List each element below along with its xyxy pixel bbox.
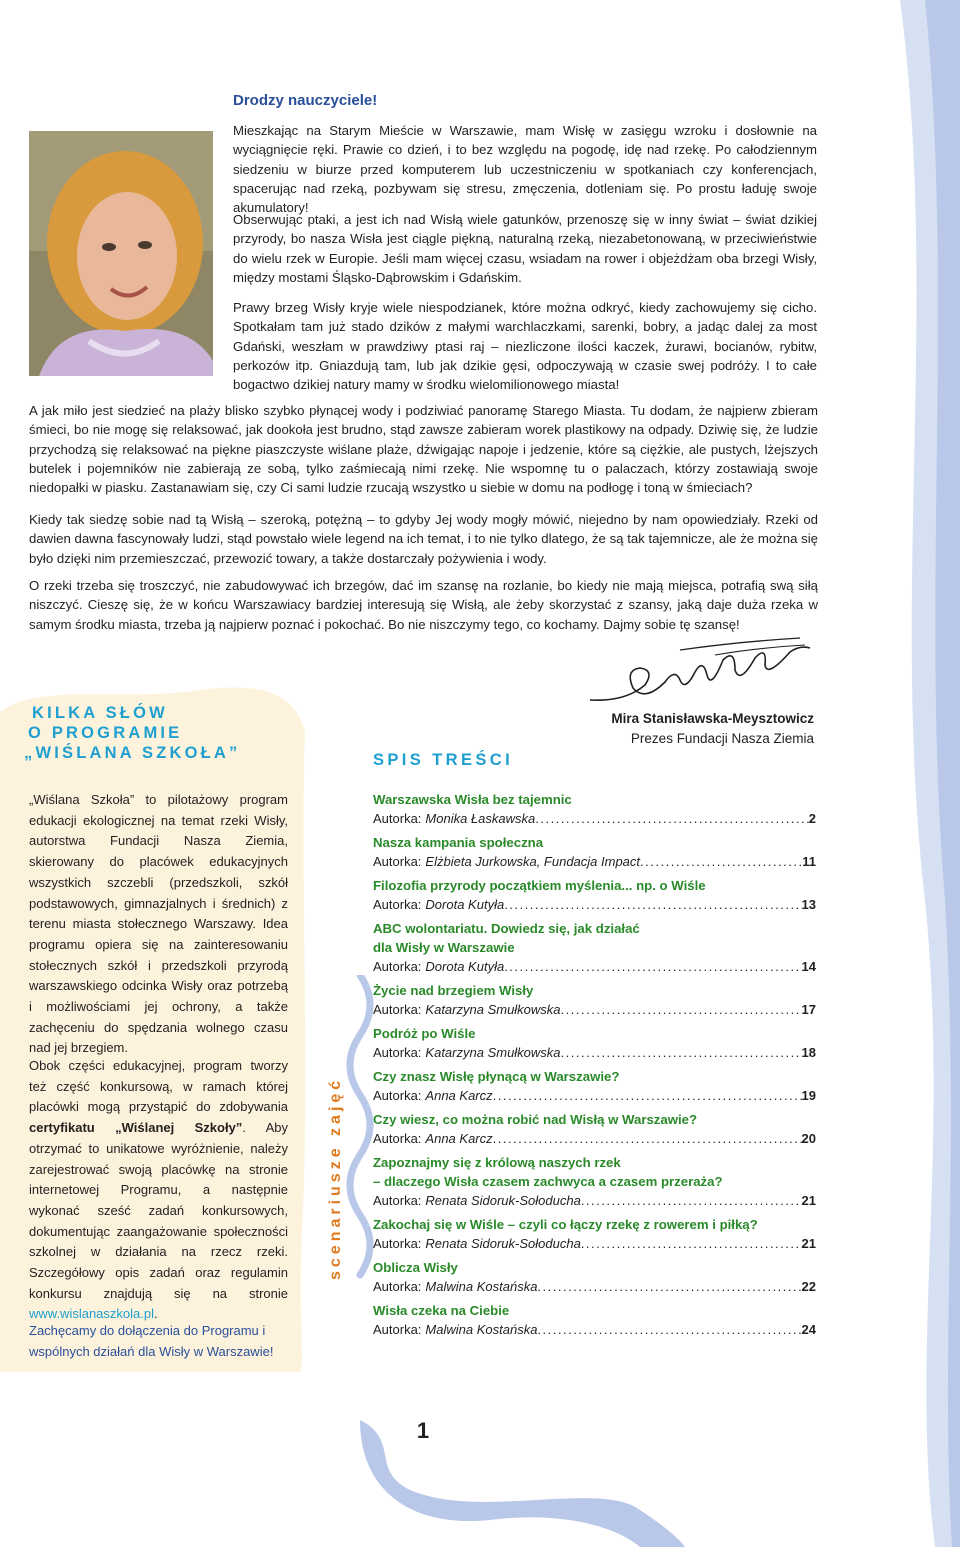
toc-author-name: Anna Karcz xyxy=(425,1088,493,1103)
program-competition-text xyxy=(29,1056,288,1325)
toc-author-name: Dorota Kutyła xyxy=(425,959,505,974)
toc-author-label xyxy=(373,1086,493,1105)
toc-entry-title: Życie nad brzegiem Wisły xyxy=(373,983,534,998)
toc-entry[interactable] xyxy=(373,1301,816,1339)
toc-entry[interactable] xyxy=(373,919,816,976)
toc-leader-dots xyxy=(581,1234,802,1253)
toc-entry-title: Podróż po Wiśle xyxy=(373,1026,476,1041)
toc-author-name: Dorota Kutyła xyxy=(425,897,505,912)
toc-page-number: 20 xyxy=(801,1131,816,1146)
toc-leader-dots xyxy=(493,1086,802,1105)
toc-entry-title: ABC wolontariatu. Dowiedz się, jak działać xyxy=(373,921,640,936)
toc-heading: SPIS TREŚCI xyxy=(373,751,514,769)
toc-page-number: 18 xyxy=(801,1045,816,1060)
toc-entry-author-line xyxy=(373,1086,816,1105)
toc-page-number: 22 xyxy=(801,1279,816,1294)
letter-paragraph-6: O rzeki trzeba się troszczyć, nie zabudowywać ich brzegów, dać im szansę na rozlanie, bo kiedy nie mają miejsca, potrafią swą siłą niszczyć. Cieszę się, że w końcu Warszawiacy bardziej interesują się Wisłą, ale żeby skorzystać z szansy, jaką daje duża rzeka w samym środku miasta, trzeba ją najpierw poznać i pokochać. Bo nie niszczymy tego, co kochamy. Dajmy sobie tę szansę! xyxy=(29,578,818,632)
toc-entry[interactable] xyxy=(373,1110,816,1148)
toc-author-prefix: Autorka: xyxy=(373,1088,422,1103)
toc-entry-title-continued: dla Wisły w Warszawie xyxy=(373,940,515,955)
toc-page-number: 24 xyxy=(801,1322,816,1337)
competition-text-start: Obok części edukacyjnej, program tworzy też część konkursową, w ramach której placówki mogą przystąpić do zdobywania xyxy=(29,1058,288,1115)
vertical-section-label xyxy=(312,1065,352,1285)
toc-entry[interactable] xyxy=(373,1024,816,1062)
toc-author-name: Elżbieta Jurkowska, Fundacja Impact xyxy=(425,854,641,869)
toc-author-label xyxy=(373,809,535,828)
toc-page-number: 19 xyxy=(801,1088,816,1103)
toc-author-name: Katarzyna Smułkowska xyxy=(425,1002,561,1017)
toc-page-number: 14 xyxy=(801,959,816,974)
toc-leader-dots xyxy=(504,957,801,976)
toc-author-name: Katarzyna Smułkowska xyxy=(425,1045,561,1060)
toc-page-number: 2 xyxy=(808,811,816,826)
toc-entry-author-line xyxy=(373,1234,816,1253)
toc-leader-dots xyxy=(537,1320,801,1339)
program-description: „Wiślana Szkoła” to pilotażowy program edukacji ekologicznej na temat rzeki Wisły, autorstwa Fundacji Nasza Ziemia, skierowany do placówek edukacyjnych wszystkich szczebli (przedszkoli, szkół podstawowych, gimnazjalnych i średnich) z terenu miasta stołecznego Warszawy. Idea programu opiera się na zainteresowaniu stołecznych szkół i przedszkoli przyrodą warszawskiego odcinka Wisły oraz potrzebą i możliwościami jej ochrony, a także zachęceniu do spędzania wolnego czasu nad jej brzegiem. xyxy=(29,792,288,1056)
toc-entry[interactable] xyxy=(373,1067,816,1105)
letter-paragraph-2: Obserwując ptaki, a jest ich nad Wisłą wiele gatunków, przenoszę się w inny świat – świat dzikiej przyrody, bo nasza Wisła jest ciągle piękną, naturalną rzeką, niezabetonowaną, w przeciwieństwie do wielu rzek w Europie. Jeśli mam więcej czasu, wsiadam na rower i objeżdżam oba brzegi Wisły, między mostami Śląsko-Dąbrowskim i Gdańskim. xyxy=(233,212,817,285)
toc-author-prefix: Autorka: xyxy=(373,1193,422,1208)
toc-entry[interactable] xyxy=(373,1215,816,1253)
author-photo xyxy=(29,131,213,376)
program-box-heading xyxy=(24,703,254,763)
program-heading-line-1: KILKA SŁÓW xyxy=(32,704,168,722)
toc-entry-author-line xyxy=(373,1000,816,1019)
toc-author-label xyxy=(373,1000,561,1019)
signature-name: Mira Stanisławska-Meysztowicz xyxy=(611,711,814,726)
competition-text-end: . xyxy=(154,1306,158,1322)
toc-entry-author-line xyxy=(373,1277,816,1296)
toc-author-label xyxy=(373,1320,537,1339)
toc-leader-dots xyxy=(537,1277,801,1296)
toc-page-number: 11 xyxy=(802,854,816,869)
toc-leader-dots xyxy=(561,1043,802,1062)
toc-entry-title: Wisła czeka na Ciebie xyxy=(373,1303,510,1318)
page-number: 1 xyxy=(416,1418,430,1443)
toc-entry[interactable] xyxy=(373,833,816,871)
toc-leader-dots xyxy=(504,895,801,914)
program-invitation: Zachęcamy do dołączenia do Programu i wspólnych działań dla Wisły w Warszawie! xyxy=(29,1323,274,1359)
competition-text-middle: . Aby otrzymać to unikatowe wyróżnienie, należy zarejestrować swoją placówkę na stronie internetowej Programu, a następnie wykonać sześć zadań konkursowych, dokumentując zaangażowanie społeczności szkolnej w działania na rzecz rzeki. Szczegółowy opis zadań oraz regulamin konkursu znajdują się na stronie xyxy=(29,1120,288,1301)
toc-entry[interactable] xyxy=(373,1153,816,1210)
toc-author-prefix: Autorka: xyxy=(373,1002,422,1017)
toc-entry[interactable] xyxy=(373,790,816,828)
river-decoration-right xyxy=(880,0,960,1547)
toc-author-name: Renata Sidoruk-Sołoducha xyxy=(425,1236,581,1251)
vertical-label-text: scenariusze zajęć xyxy=(327,1076,344,1280)
toc-entry-title: Warszawska Wisła bez tajemnic xyxy=(373,792,572,807)
toc-author-prefix: Autorka: xyxy=(373,854,422,869)
toc-entry-title: Zapoznajmy się z królową naszych rzek xyxy=(373,1155,621,1170)
certificate-name: certyfikatu „Wiślanej Szkoły” xyxy=(29,1120,243,1136)
toc-entry-title: Czy znasz Wisłę płynącą w Warszawie? xyxy=(373,1069,620,1084)
toc-author-prefix: Autorka: xyxy=(373,1045,422,1060)
signature-role: Prezes Fundacji Nasza Ziemia xyxy=(630,731,814,746)
toc-author-label xyxy=(373,1129,493,1148)
letter-paragraph-3: Prawy brzeg Wisły kryje wiele niespodzianek, które można odkryć, kiedy zachowujemy się cicho. Spotkałam tam już stado dzików z małymi warchlaczkami, sarenki, bobry, a jadąc dalej za most Gdański, weszłam w prawdziwy ptasi raj – niezliczone ilości kaczek, żurawi, bocianów, rybitw, perkozów itp. Gniazdują tam, lub jak dzikie gęsi, odpoczywają w czasie swej podróży. I to całe bogactwo dzikiej natury mamy w środku wielomilionowego miasta! xyxy=(233,300,817,393)
toc-author-label xyxy=(373,1234,581,1253)
toc-entry[interactable] xyxy=(373,876,816,914)
toc-author-label xyxy=(373,852,640,871)
handwritten-signature xyxy=(585,630,815,715)
toc-leader-dots xyxy=(581,1191,802,1210)
letter-paragraph-1: Mieszkając na Starym Mieście w Warszawie, mam Wisłę w zasięgu wzroku i dosłownie na wyciągnięcie ręki. Prawie co dzień, i to bez względu na pogodę, idę nad rzekę. Po całodziennym siedzeniu w biurze przed komputerem lub uczestniczeniu w spotkaniach czy konferencjach, spacerując nad rzeką, pozbywam się stresu, zmęczenia, dotleniam się. Po prostu ładuję swoje akumulatory! xyxy=(233,123,817,216)
toc-author-prefix: Autorka: xyxy=(373,1131,422,1146)
letter-paragraph-4: A jak miło jest siedzieć na plaży blisko szybko płynącej wody i podziwiać panoramę Starego Miasta. Tu dodam, że najpierw zbieram śmieci, bo nie mogę się relaksować, jak dookoła jest brudno, stąd zawsze zabieram worek plastikowy na odpady. Dziwię się, że ludzie przychodzą się relaksować na piękne piaszczyste wiślane plaże, dźwigając napoje i jedzenie, które są ciężkie, ale pustych, lżejszych butelek i pojemników nie zabierają ze sobą, tylko zaśmiecają nimi rzekę. Nie wspomnę tu o palaczach, którzy zostawiają swoje niedopałki w piasku. Zastanawiam się, czy Ci sami ludzie rzucają wszystko u siebie w domu na podłogę i toną w śmieciach? xyxy=(29,403,818,496)
toc-author-name: Anna Karcz xyxy=(425,1131,493,1146)
toc-entry-author-line xyxy=(373,1043,816,1062)
toc-author-label xyxy=(373,1191,581,1210)
program-website-link[interactable]: www.wislanaszkola.pl xyxy=(29,1306,154,1322)
toc-entry-title: Nasza kampania społeczna xyxy=(373,835,544,850)
toc-entry-title: Oblicza Wisły xyxy=(373,1260,458,1275)
toc-author-label xyxy=(373,1043,561,1062)
toc-page-number: 13 xyxy=(801,897,816,912)
letter-greeting: Drodzy nauczyciele! xyxy=(233,92,378,109)
river-bottom-decoration xyxy=(340,1410,720,1547)
toc-entry-author-line xyxy=(373,1129,816,1148)
toc-author-label xyxy=(373,1277,537,1296)
toc-leader-dots xyxy=(493,1129,802,1148)
toc-entry-title: Zakochaj się w Wiśle – czyli co łączy rzekę z rowerem i piłką? xyxy=(373,1217,758,1232)
toc-page-number: 21 xyxy=(801,1236,816,1251)
toc-entry-author-line xyxy=(373,895,816,914)
toc-leader-dots xyxy=(535,809,809,828)
toc-author-prefix: Autorka: xyxy=(373,1236,422,1251)
toc-entry-author-line xyxy=(373,1191,816,1210)
toc-entry-author-line xyxy=(373,957,816,976)
letter-paragraph-5: Kiedy tak siedzę sobie nad tą Wisłą – szeroką, potężną – to gdyby Jej wody mogły mówić, niejedno by nam opowiedziały. Rzeki od dawien dawna fascynowały ludzi, stąd powstało wiele legend na ich temat, i to nie tylko dlatego, że są tak tajemnicze, ale że można się było dzięki nim przemieszczać, przewozić towary, a także dostarczały pożywienia i wody. xyxy=(29,512,818,566)
toc-author-name: Malwina Kostańska xyxy=(425,1322,538,1337)
toc-page-number: 17 xyxy=(801,1002,816,1017)
program-heading-line-3: „WIŚLANA SZKOŁA” xyxy=(24,744,241,762)
toc-author-prefix: Autorka: xyxy=(373,959,422,974)
toc-entry-author-line xyxy=(373,852,816,871)
toc-page-number: 21 xyxy=(801,1193,816,1208)
toc-entry-title: Czy wiesz, co można robić nad Wisłą w Warszawie? xyxy=(373,1112,698,1127)
toc-entry-author-line xyxy=(373,809,816,828)
table-of-contents xyxy=(373,790,816,1344)
toc-entry-title-continued: – dlaczego Wisła czasem zachwyca a czasem przeraża? xyxy=(373,1174,723,1189)
toc-author-label xyxy=(373,895,504,914)
toc-author-prefix: Autorka: xyxy=(373,1322,422,1337)
toc-author-name: Malwina Kostańska xyxy=(425,1279,538,1294)
toc-author-label xyxy=(373,957,504,976)
toc-author-name: Renata Sidoruk-Sołoducha xyxy=(425,1193,581,1208)
toc-entry-title: Filozofia przyrody początkiem myślenia... np. o Wiśle xyxy=(373,878,706,893)
program-heading-line-2: O PROGRAMIE xyxy=(28,724,183,742)
toc-author-name: Monika Łaskawska xyxy=(425,811,536,826)
toc-entry-author-line xyxy=(373,1320,816,1339)
toc-entry[interactable] xyxy=(373,981,816,1019)
toc-author-prefix: Autorka: xyxy=(373,811,422,826)
toc-author-prefix: Autorka: xyxy=(373,897,422,912)
toc-leader-dots xyxy=(561,1000,802,1019)
toc-author-prefix: Autorka: xyxy=(373,1279,422,1294)
toc-leader-dots xyxy=(640,852,802,871)
toc-entry[interactable] xyxy=(373,1258,816,1296)
